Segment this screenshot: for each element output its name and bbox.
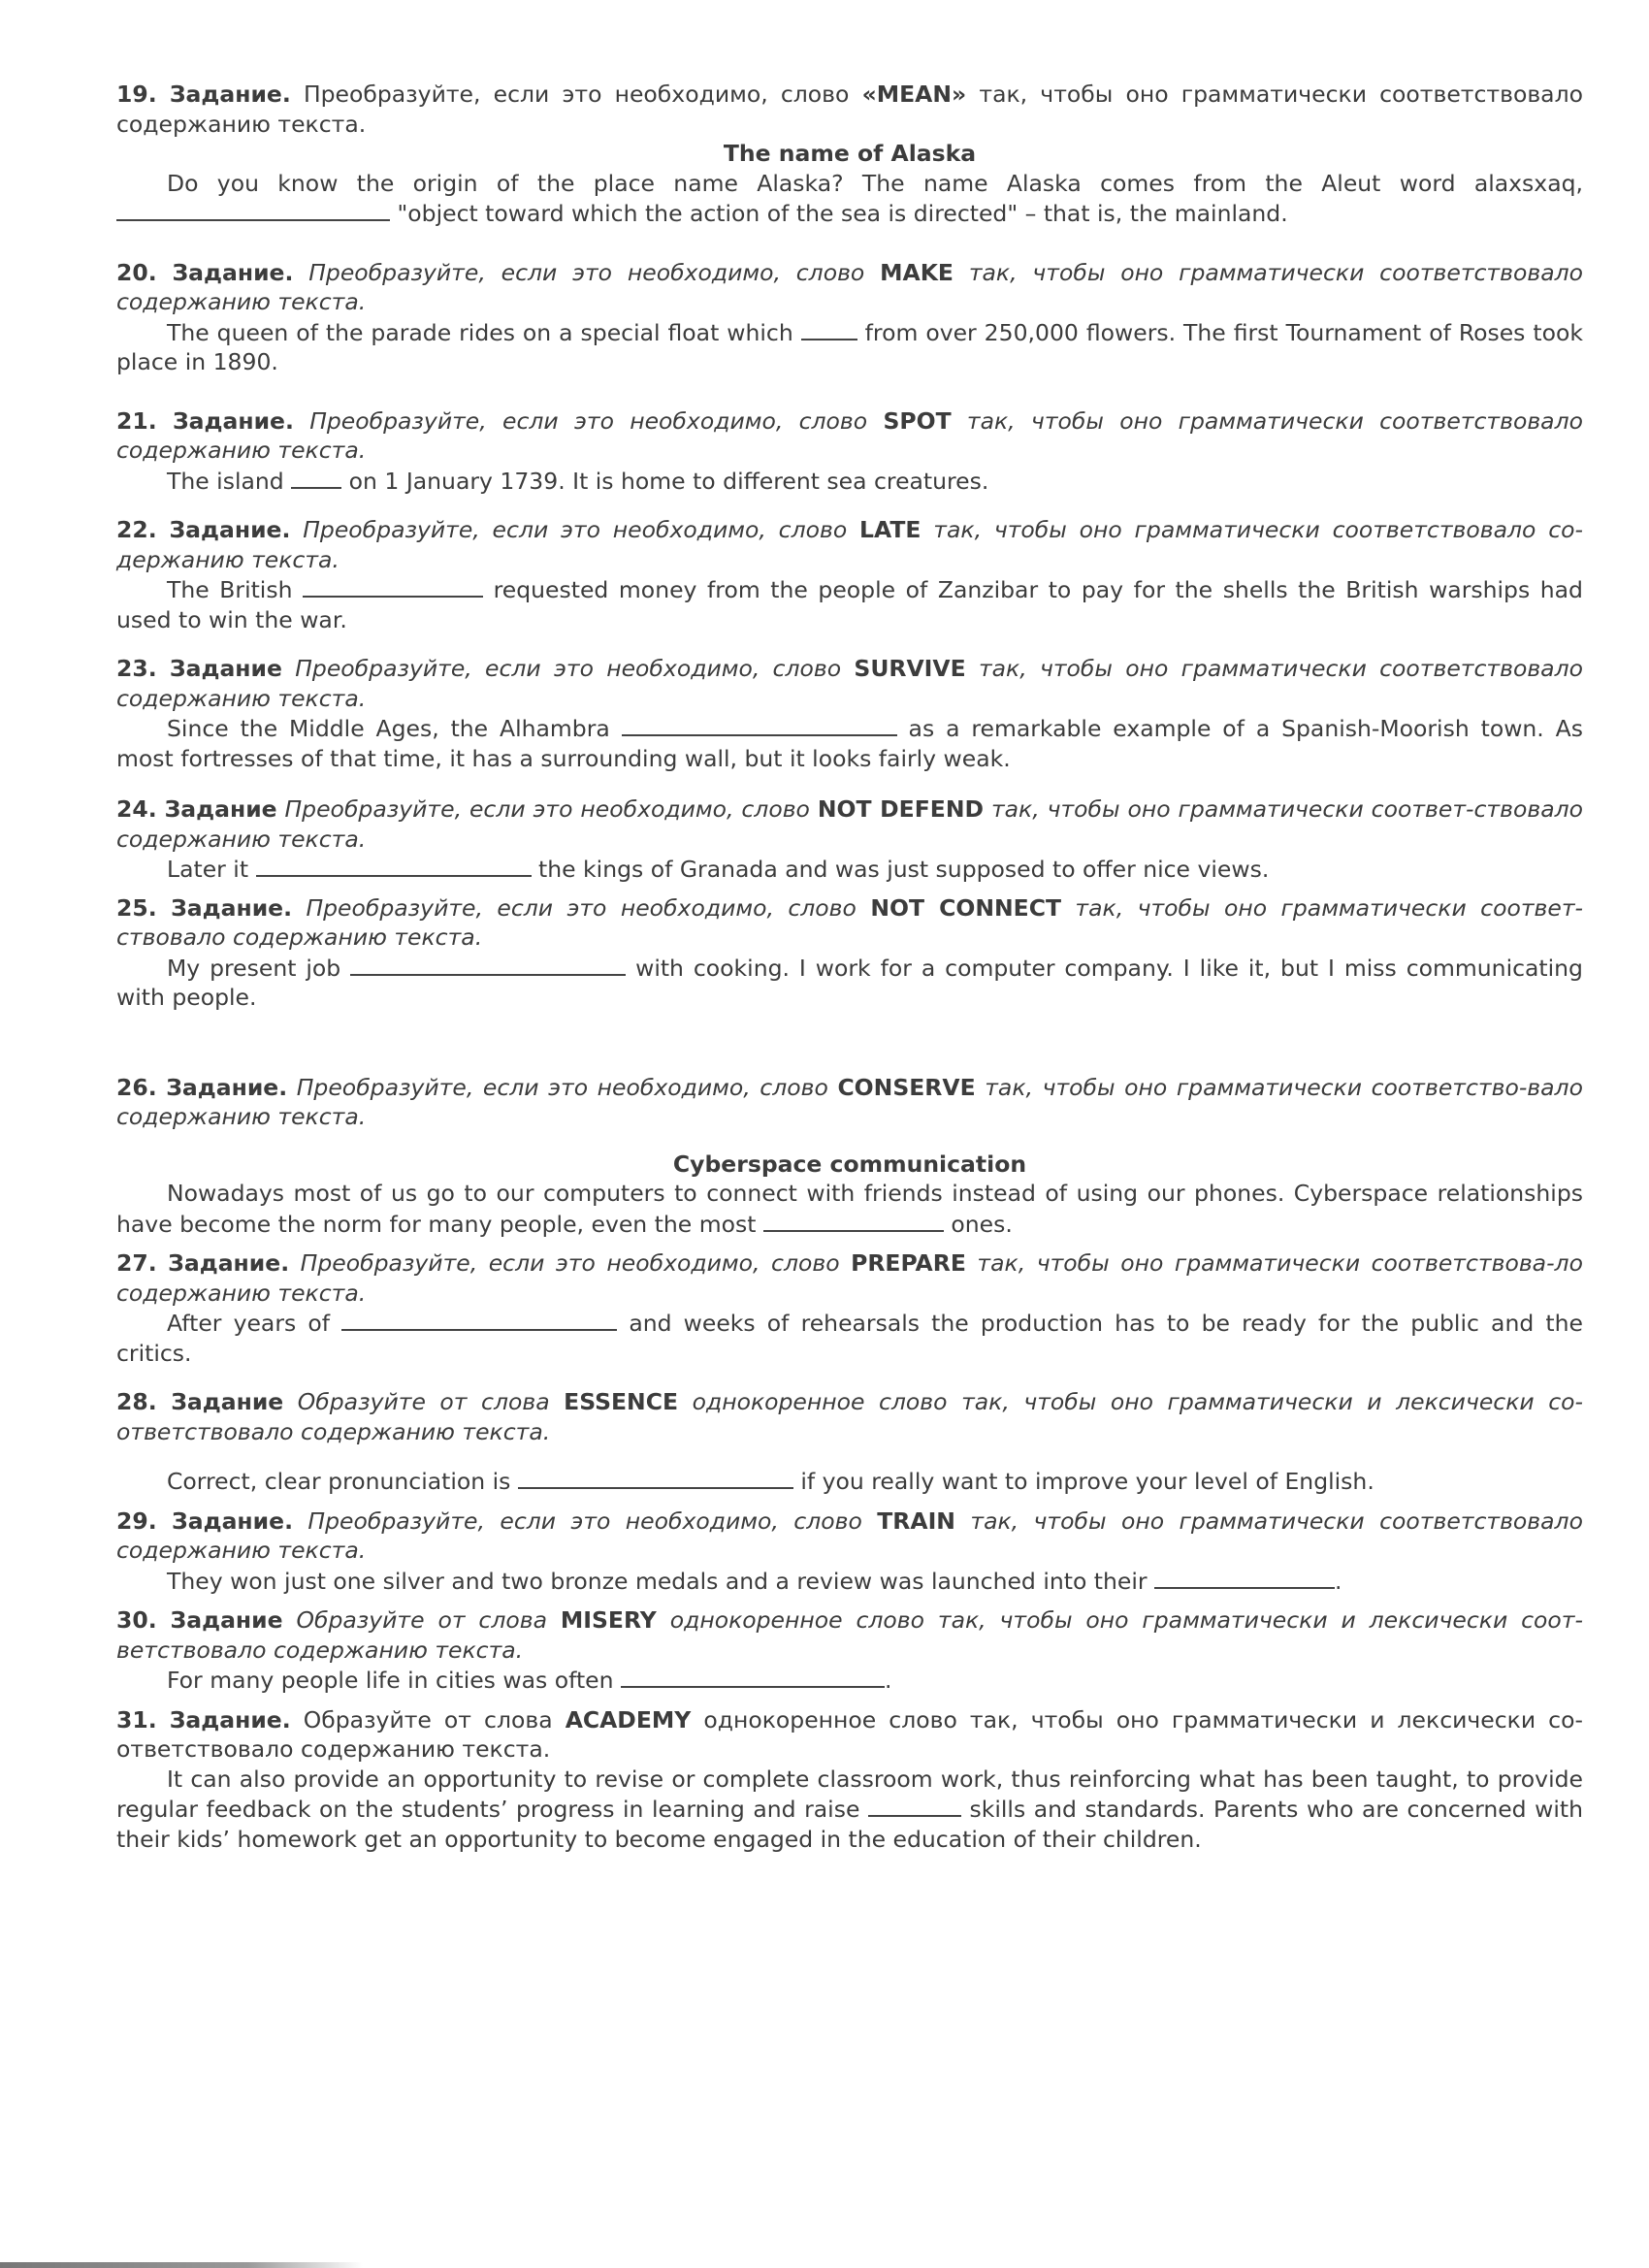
instruction-text: Преобразуйте, если это необходимо, слово — [303, 81, 850, 108]
text-after: on 1 January 1739. It is home to different sea creatures. — [348, 467, 989, 495]
text-after: with cooking. I work for a computer company. I like it, but I miss communicating with people. — [116, 954, 1583, 1011]
instruction-text: Преобразуйте, если это необходимо, слово — [306, 893, 857, 922]
task-label: Задание. — [169, 81, 291, 108]
task-text — [116, 1665, 1583, 1696]
task-instruction — [116, 1248, 1583, 1308]
task-number: 22. — [116, 516, 157, 543]
instruction-text: так, чтобы оно грамматически соответствовало содержанию текста. — [116, 406, 1583, 464]
answer-blank[interactable] — [622, 713, 897, 736]
task-25 — [116, 893, 1583, 1013]
task-number: 20. — [116, 258, 157, 286]
task-number: 19. — [116, 81, 157, 108]
text-before: Since the Middle Ages, the Alhambra — [167, 715, 610, 742]
task-23 — [116, 654, 1583, 773]
keyword: MISERY — [560, 1606, 657, 1634]
text-heading: Cyberspace communication — [672, 1150, 1027, 1178]
text-before: They won just one silver and two bronze medals and a review was launched into their — [167, 1567, 1148, 1595]
task-instruction — [116, 794, 1583, 854]
task-label: Задание. — [168, 1249, 290, 1277]
task-label: Задание. — [166, 1073, 288, 1101]
task-text — [116, 574, 1583, 634]
answer-blank[interactable] — [350, 953, 626, 976]
keyword: «MEAN» — [861, 81, 967, 108]
instruction-text: так, чтобы оно грамматически соответствовало содержанию текста. — [116, 655, 1583, 712]
task-instruction — [116, 258, 1583, 317]
answer-blank[interactable] — [763, 1209, 944, 1232]
keyword: PREPARE — [851, 1249, 966, 1277]
task-20 — [116, 258, 1583, 377]
task-text — [116, 317, 1583, 377]
text-after: . — [885, 1667, 892, 1694]
task-number: 28. — [116, 1388, 157, 1415]
task-instruction — [116, 515, 1583, 574]
instruction-text: так, чтобы оно грамматически соответствовало содержанию текста. — [116, 1507, 1583, 1564]
text-before: My present job — [167, 954, 341, 982]
keyword: TRAIN — [877, 1507, 955, 1535]
keyword: CONSERVE — [837, 1073, 976, 1101]
task-24 — [116, 794, 1583, 885]
instruction-text: Образуйте от слова — [297, 1388, 550, 1415]
task-number: 27. — [116, 1249, 157, 1277]
task-22 — [116, 515, 1583, 634]
answer-blank[interactable] — [291, 466, 341, 489]
answer-blank[interactable] — [341, 1308, 617, 1331]
answer-blank[interactable] — [256, 854, 532, 877]
task-text — [116, 1308, 1583, 1368]
task-label: Задание — [169, 655, 282, 682]
instruction-text: так, чтобы оно грамматически соответ-ствовало содержанию текста. — [116, 893, 1583, 951]
instruction-text: Преобразуйте, если это необходимо, слово — [303, 516, 848, 543]
task-instruction — [116, 654, 1583, 713]
task-label: Задание — [170, 1606, 283, 1634]
task-label: Задание. — [172, 1507, 294, 1535]
text-after: requested money from the people of Zanzibar to pay for the shells the British warships had used to win the war. — [116, 576, 1583, 633]
text-after: the kings of Granada and was just supposed to offer nice views. — [538, 856, 1270, 883]
worksheet — [116, 80, 1583, 1854]
keyword: MAKE — [880, 258, 954, 286]
task-text — [116, 1179, 1583, 1239]
answer-blank[interactable] — [801, 317, 857, 340]
instruction-text: так, чтобы оно грамматически соответствовало содержанию текста. — [116, 258, 1583, 315]
text-before: The queen of the parade rides on a special float which — [167, 318, 793, 346]
task-text — [116, 953, 1583, 1013]
task-label: Задание. — [169, 1705, 291, 1733]
keyword: NOT DEFEND — [817, 795, 985, 823]
instruction-text: однокоренное слово так, чтобы оно грамматически и лексически соот-ветствовало содержанию текста. — [116, 1606, 1583, 1664]
task-28 — [116, 1387, 1583, 1497]
task-instruction — [116, 1507, 1583, 1566]
task-instruction — [116, 1705, 1583, 1765]
instruction-text: Преобразуйте, если это необходимо, слово — [295, 655, 842, 682]
text-heading: The name of Alaska — [723, 140, 977, 167]
text-before: Later it — [167, 856, 249, 883]
text-after: from over 250,000 flowers. The first Tournament of Roses took place in 1890. — [116, 318, 1583, 375]
scan-edge — [0, 2262, 1649, 2268]
task-19 — [116, 80, 1583, 229]
instruction-text: так, чтобы оно грамматически соответ-ствовало содержанию текста. — [116, 795, 1583, 853]
task-text — [116, 466, 1583, 497]
text-before: Nowadays most of us go to our computers to connect with friends instead of using our phones. Cyberspace relationships have become the norm for many people, even the most — [116, 1180, 1583, 1238]
text-after: if you really want to improve your level of English. — [800, 1468, 1374, 1495]
task-number: 21. — [116, 406, 157, 435]
task-text — [116, 1466, 1583, 1497]
keyword: SURVIVE — [854, 655, 966, 682]
instruction-text: Преобразуйте, если это необходимо, слово — [309, 406, 868, 435]
text-before: The island — [167, 467, 284, 495]
answer-blank[interactable] — [1154, 1566, 1335, 1589]
instruction-text: однокоренное слово так, чтобы оно грамматически и лексически со-ответствовало содержанию текста. — [116, 1705, 1583, 1763]
task-instruction — [116, 406, 1583, 466]
task-text — [116, 1566, 1583, 1597]
instruction-text: так, чтобы оно грамматически соответствова-ло содержанию текста. — [116, 1249, 1583, 1307]
keyword: ESSENCE — [564, 1388, 679, 1415]
task-number: 23. — [116, 655, 157, 682]
instruction-text: так, чтобы оно грамматически соответство-вало содержанию текста. — [116, 1073, 1583, 1130]
task-instruction — [116, 1605, 1583, 1665]
instruction-text: так, чтобы оно грамматически соответствовало содержанию текста. — [116, 81, 1583, 138]
text-before: Do you know the origin of the place name Alaska? The name Alaska comes from the Aleut word alaxsxaq, — [167, 169, 1583, 197]
instruction-text: Преобразуйте, если это необходимо, слово — [300, 1249, 840, 1277]
task-label: Задание — [171, 1388, 284, 1415]
text-after: "object toward which the action of the sea is directed" – that is, the mainland. — [397, 200, 1288, 227]
text-after: skills and standards. Parents who are concerned with their kids’ homework get an opportunity to become engaged in the education of their children. — [116, 1796, 1583, 1853]
task-27 — [116, 1248, 1583, 1368]
task-number: 26. — [116, 1073, 157, 1101]
answer-blank[interactable] — [116, 198, 390, 221]
task-number: 30. — [116, 1606, 157, 1634]
text-after: as a remarkable example of a Spanish-Moorish town. As most fortresses of that time, it has a surrounding wall, but it looks fairly weak. — [116, 715, 1583, 772]
text-before: After years of — [167, 1310, 331, 1337]
task-30 — [116, 1605, 1583, 1696]
text-after: ones. — [951, 1210, 1013, 1238]
text-before: For many people life in cities was often — [167, 1667, 614, 1694]
task-label: Задание. — [172, 406, 294, 435]
instruction-text: Преобразуйте, если это необходимо, слово — [308, 258, 865, 286]
task-31 — [116, 1705, 1583, 1855]
instruction-text: однокоренное слово так, чтобы оно грамматически и лексически со-ответствовало содержанию текста. — [116, 1388, 1583, 1445]
instruction-text: Образуйте от слова — [303, 1705, 553, 1733]
text-before: Correct, clear pronunciation is — [167, 1468, 511, 1495]
task-21 — [116, 406, 1583, 497]
task-number: 29. — [116, 1507, 157, 1535]
keyword: ACADEMY — [565, 1705, 692, 1733]
answer-blank[interactable] — [518, 1466, 793, 1489]
instruction-text: так, чтобы оно грамматически соответствовало со-держанию текста. — [116, 516, 1583, 573]
task-text — [116, 854, 1583, 885]
instruction-text: Образуйте от слова — [296, 1606, 547, 1634]
task-26 — [116, 1073, 1583, 1240]
text-before: It can also provide an opportunity to revise or complete classroom work, thus reinforcing what has been taught, to provide regular feedback on the students’ progress in learning and raise — [116, 1765, 1583, 1823]
task-number: 31. — [116, 1705, 157, 1733]
task-instruction — [116, 1073, 1583, 1132]
text-after: . — [1335, 1567, 1342, 1595]
answer-blank[interactable] — [303, 574, 483, 598]
instruction-text: Преобразуйте, если это необходимо, слово — [307, 1507, 862, 1535]
task-text — [116, 713, 1583, 773]
task-label: Задание. — [171, 893, 293, 922]
task-text — [116, 1765, 1583, 1855]
task-instruction — [116, 80, 1583, 139]
instruction-text: Преобразуйте, если это необходимо, слово — [296, 1073, 828, 1101]
task-29 — [116, 1507, 1583, 1597]
text-before: The British — [167, 576, 293, 603]
keyword: NOT CONNECT — [870, 893, 1061, 922]
task-label: Задание — [164, 795, 277, 823]
task-label: Задание. — [172, 258, 294, 286]
task-number: 25. — [116, 893, 157, 922]
task-label: Задание. — [169, 516, 291, 543]
keyword: SPOT — [883, 406, 952, 435]
answer-blank[interactable] — [621, 1665, 885, 1688]
task-instruction — [116, 1387, 1583, 1446]
instruction-text: Преобразуйте, если это необходимо, слово — [284, 795, 810, 823]
task-instruction — [116, 893, 1583, 953]
text-after: and weeks of rehearsals the production has to be ready for the public and the critics. — [116, 1310, 1583, 1367]
keyword: LATE — [859, 516, 922, 543]
answer-blank[interactable] — [868, 1794, 961, 1817]
task-text — [116, 169, 1583, 229]
task-number: 24. — [116, 795, 157, 823]
